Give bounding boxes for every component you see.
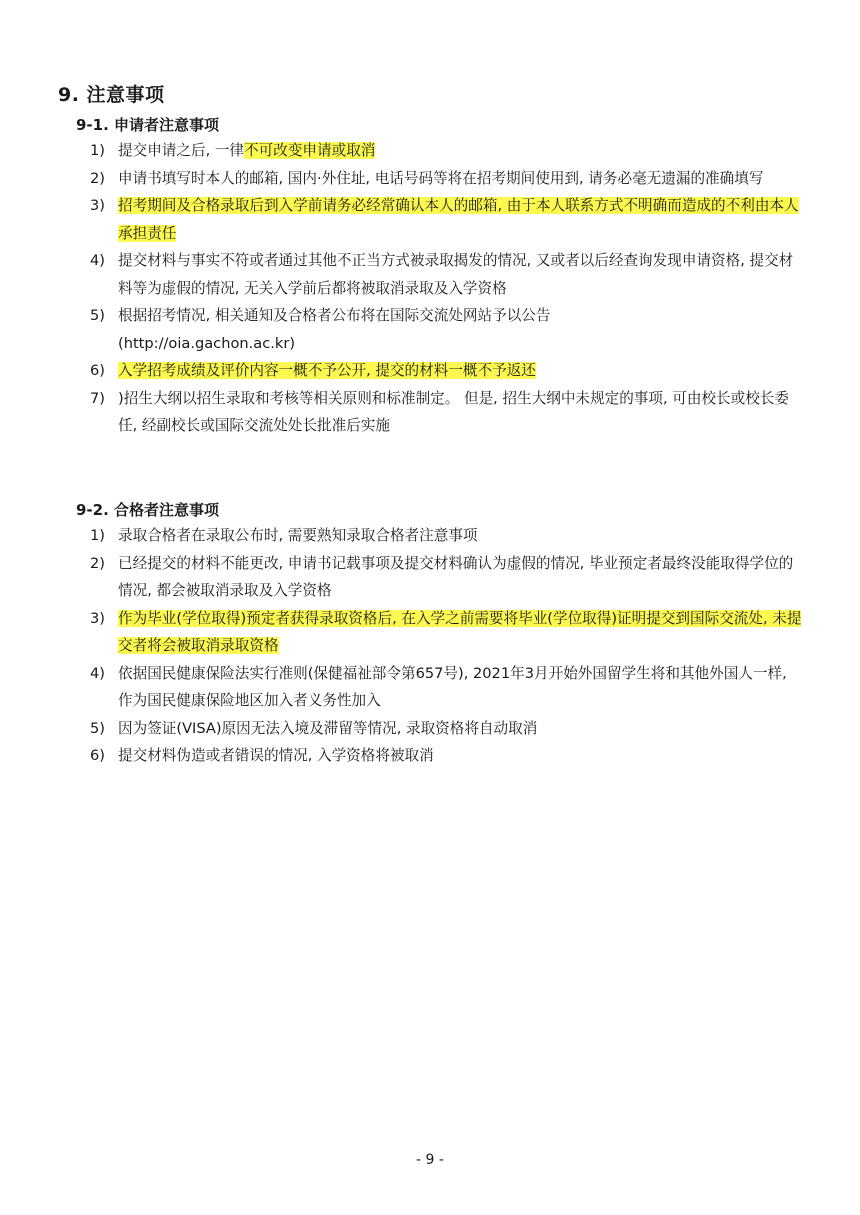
highlighted-text: 入学招考成绩及评价内容一概不予公开, 提交的材料一概不予返还	[118, 362, 536, 379]
list-item	[90, 247, 802, 302]
item-number: 3)	[90, 609, 105, 627]
item-number: 2)	[90, 554, 105, 572]
list-item	[90, 137, 802, 165]
list-item	[90, 715, 802, 743]
item-number: 1)	[90, 142, 105, 159]
list-item	[90, 605, 802, 660]
item-text: 录取合格者在录取公布时, 需要熟知录取合格者注意事项	[118, 527, 478, 544]
item-number: 6)	[90, 747, 105, 764]
subsection-title-applicant: 9-1. 申请者注意事项	[76, 116, 220, 134]
item-text: 依据国民健康保险法实行准则(保健福祉部令第657号), 2021年3月开始外国留学生将和其他外国人一样, 作为国民健康保险地区加入者义务性加入	[118, 664, 787, 709]
list-item	[90, 550, 802, 605]
item-number: 6)	[90, 362, 105, 379]
item-text: 根据招考情况, 相关通知及合格者公布将在国际交流处网站予以公告	[118, 307, 551, 324]
item-number: 4)	[90, 664, 105, 682]
list-item	[90, 192, 802, 247]
item-number: 3)	[90, 197, 105, 214]
list-item	[90, 165, 802, 193]
section-title: 9. 注意事项	[58, 84, 165, 106]
list-item	[90, 522, 802, 550]
item-text: 已经提交的材料不能更改, 申请书记载事项及提交材料确认为虚假的情况, 毕业预定者最终没能取得学位的情况, 都会被取消录取及入学资格	[118, 554, 794, 599]
page-number: - 9 -	[416, 1152, 444, 1168]
item-text: 提交材料伪造或者错误的情况, 入学资格将被取消	[118, 747, 434, 764]
item-number: 4)	[90, 252, 105, 269]
list-item	[90, 302, 802, 357]
list-item	[90, 385, 802, 440]
item-number: 5)	[90, 307, 105, 324]
admitted-notes-list	[90, 522, 802, 770]
item-text: 提交材料与事实不符或者通过其他不正当方式被录取揭发的情况, 又或者以后经查询发现申请资格, 提交材料等为虚假的情况, 无关入学前后都将被取消录取及入学资格	[118, 252, 794, 297]
subsection-title-admitted: 9-2. 合格者注意事项	[76, 501, 220, 519]
applicant-notes-list	[90, 137, 802, 440]
highlighted-text: 不可改变申请或取消	[244, 142, 376, 159]
item-text: 因为签证(VISA)原因无法入境及滞留等情况, 录取资格将自动取消	[118, 719, 538, 737]
item-number: 2)	[90, 169, 105, 187]
item-text: 提交申请之后, 一律	[118, 142, 245, 159]
item-number: 1)	[90, 527, 105, 544]
highlighted-text: 作为毕业(学位取得)预定者获得录取资格后, 在入学之前需要将毕业(学位取得)证明提交到国际交流处, 未提交者将会被取消录取资格	[118, 609, 802, 654]
item-text: 申请书填写时本人的邮箱, 国内·外住址, 电话号码等将在招考期间使用到, 请务必毫无遗漏的准确填写	[118, 169, 764, 187]
list-item	[90, 660, 802, 715]
list-item	[90, 742, 802, 770]
highlighted-text: 招考期间及合格录取后到入学前请务必经常确认本人的邮箱, 由于本人联系方式不明确而造成的不利由本人承担责任	[118, 197, 799, 242]
website-link[interactable]: (http://oia.gachon.ac.kr)	[118, 334, 296, 352]
item-text: )招生大纲以招生录取和考核等相关原则和标准制定。 但是, 招生大纲中未规定的事项, 可由校长或校长委任, 经副校长或国际交流处处长批准后实施	[118, 389, 790, 434]
item-number: 5)	[90, 719, 105, 737]
list-item	[90, 357, 802, 385]
item-number: 7)	[90, 389, 105, 407]
